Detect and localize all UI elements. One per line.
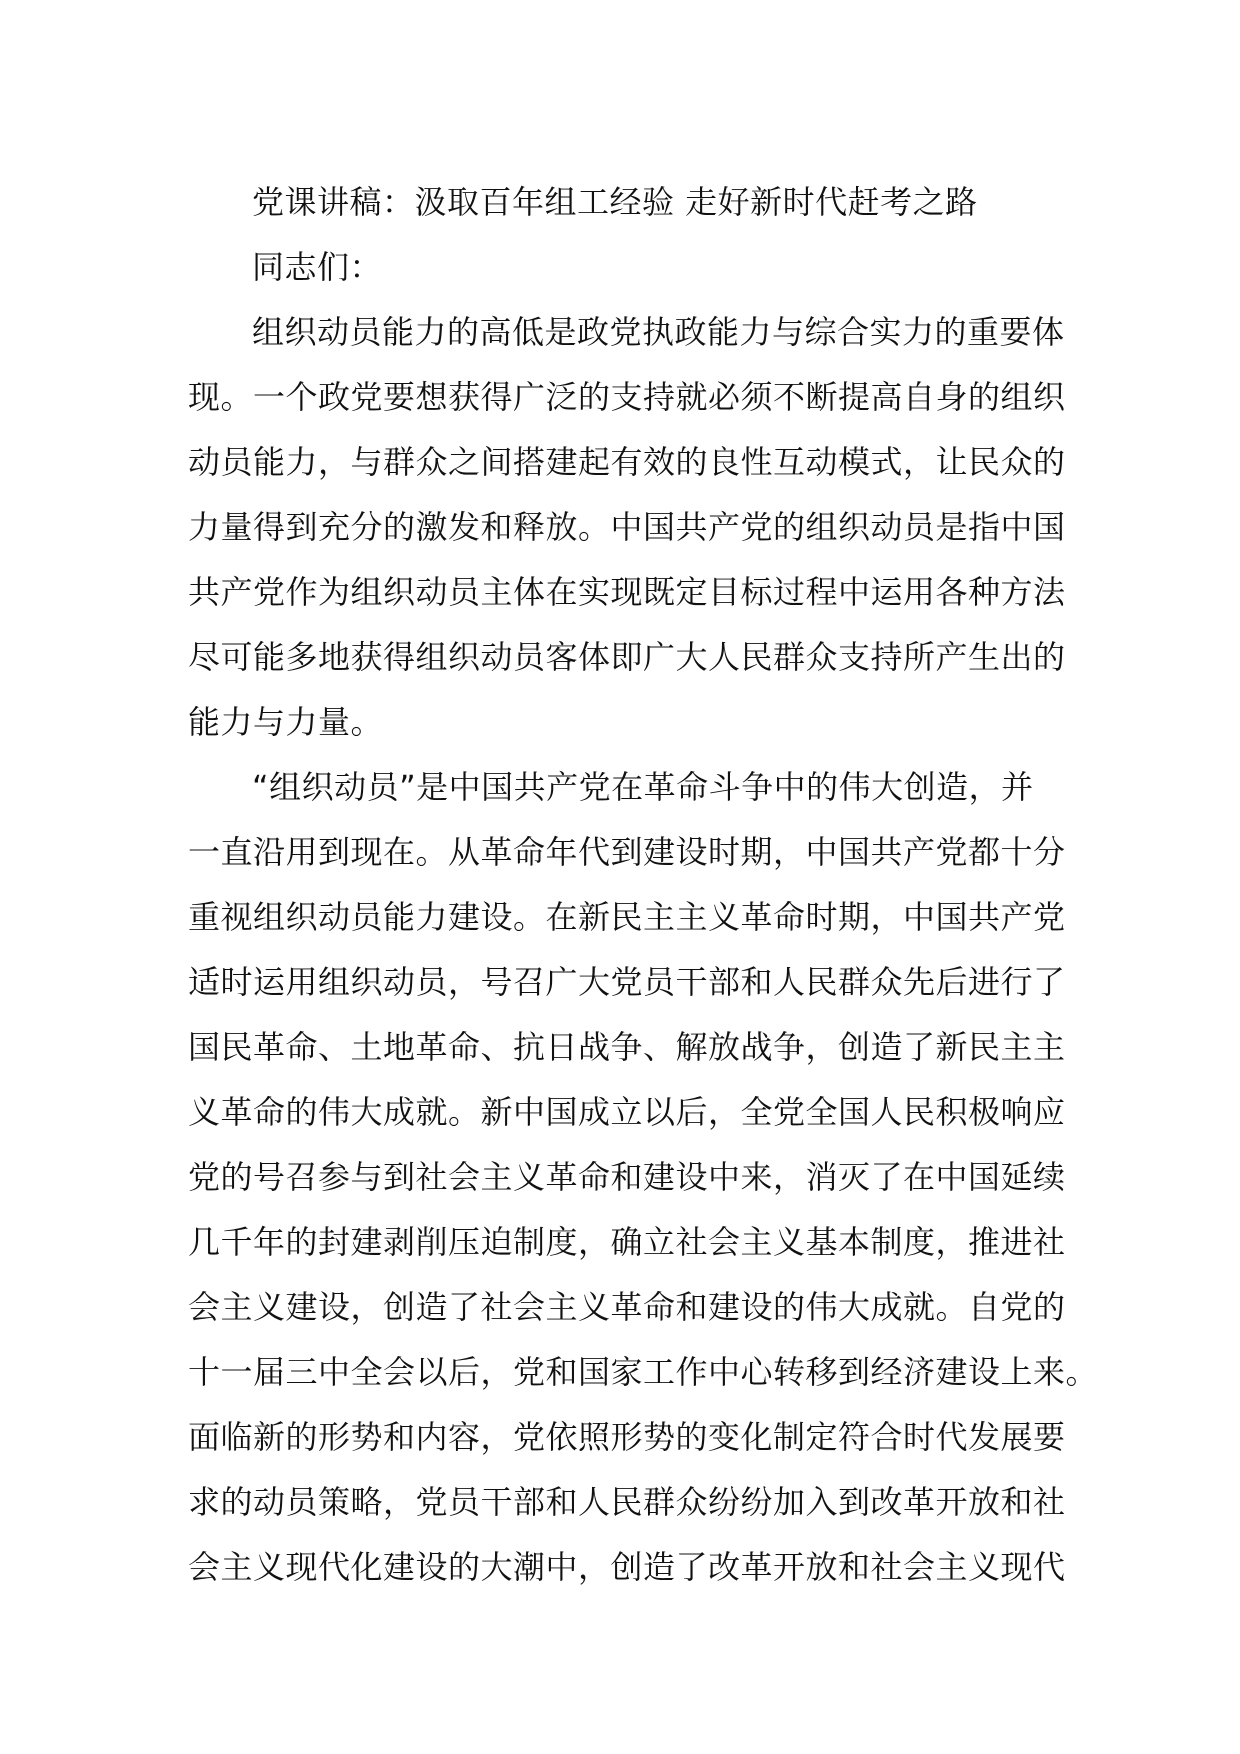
paragraph-2-line-11: 面临新的形势和内容，党依照形势的变化制定符合时代发展要 <box>188 1418 1066 1456</box>
paragraph-2-line-6: 义革命的伟大成就。新中国成立以后，全党全国人民积极响应 <box>188 1093 1066 1131</box>
paragraph-1-line-5: 共产党作为组织动员主体在实现既定目标过程中运用各种方法 <box>188 573 1066 611</box>
paragraph-1-line-1: 组织动员能力的高低是政党执政能力与综合实力的重要体 <box>252 313 1065 351</box>
paragraph-2-line-9: 会主义建设，创造了社会主义革命和建设的伟大成就。自党的 <box>188 1288 1066 1326</box>
paragraph-2-line-2: 一直沿用到现在。从革命年代到建设时期，中国共产党都十分 <box>188 833 1066 871</box>
paragraph-1-line-3: 动员能力，与群众之间搭建起有效的良性互动模式，让民众的 <box>188 443 1066 481</box>
document-body <box>188 170 1099 1600</box>
paragraph-2-line-7: 党的号召参与到社会主义革命和建设中来，消灭了在中国延续 <box>188 1158 1066 1196</box>
paragraph-2-line-10: 十一届三中全会以后，党和国家工作中心转移到经济建设上来。 <box>188 1353 1099 1391</box>
paragraph-2-line-13: 会主义现代化建设的大潮中，创造了改革开放和社会主义现代 <box>188 1548 1066 1586</box>
paragraph-2-line-4: 适时运用组织动员，号召广大党员干部和人民群众先后进行了 <box>188 963 1066 1001</box>
paragraph-1-line-4: 力量得到充分的激发和释放。中国共产党的组织动员是指中国 <box>188 508 1066 546</box>
document-title: 党课讲稿：汲取百年组工经验 走好新时代赶考之路 <box>252 183 978 221</box>
paragraph-1-line-6: 尽可能多地获得组织动员客体即广大人民群众支持所产生出的 <box>188 638 1066 676</box>
paragraph-1-line-2: 现。一个政党要想获得广泛的支持就必须不断提高自身的组织 <box>188 378 1066 416</box>
paragraph-2-line-3: 重视组织动员能力建设。在新民主主义革命时期，中国共产党 <box>188 898 1066 936</box>
paragraph-2-line-8: 几千年的封建剥削压迫制度，确立社会主义基本制度，推进社 <box>188 1223 1066 1261</box>
paragraph-2-line-12: 求的动员策略，党员干部和人民群众纷纷加入到改革开放和社 <box>188 1483 1066 1521</box>
salutation: 同志们： <box>252 248 383 286</box>
paragraph-2-line-5: 国民革命、土地革命、抗日战争、解放战争，创造了新民主主 <box>188 1028 1066 1066</box>
paragraph-2-line-1: “组织动员”是中国共产党在革命斗争中的伟大创造，并 <box>252 768 1034 806</box>
paragraph-1-line-7: 能力与力量。 <box>188 703 384 741</box>
